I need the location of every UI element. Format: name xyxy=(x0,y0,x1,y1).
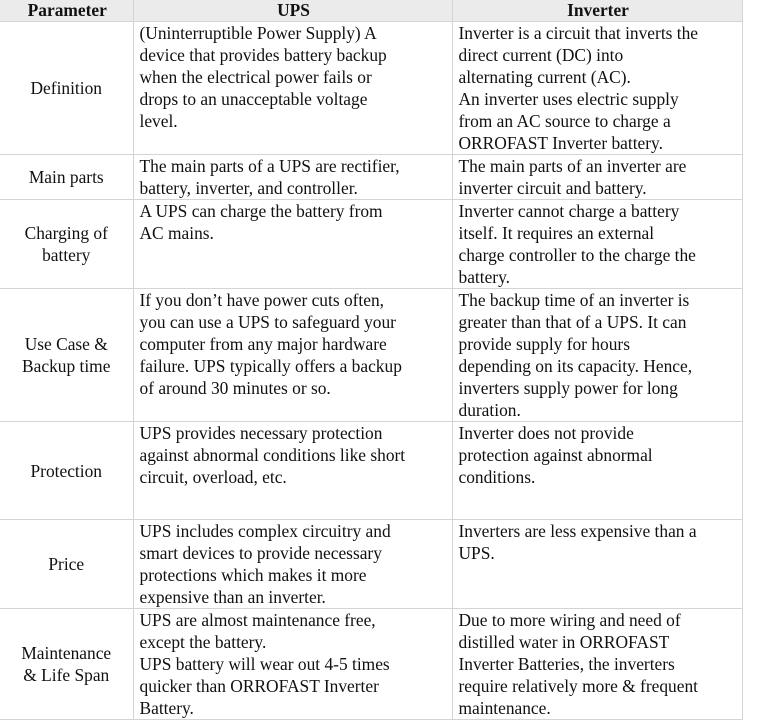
ups-cell-line: quicker than ORROFAST Inverter xyxy=(139,676,379,696)
ups-cell-line: The main parts of a UPS are rectifier, xyxy=(139,156,400,176)
ups-cell xyxy=(133,200,452,289)
ups-cell-line: computer from any major hardware xyxy=(139,334,387,354)
ups-cell-line: battery, inverter, and controller. xyxy=(139,178,358,198)
ups-cell-line: smart devices to provide necessary xyxy=(139,543,382,563)
inverter-cell-line: inverter circuit and battery. xyxy=(458,178,647,198)
ups-cell-line: device that provides battery backup xyxy=(139,45,387,65)
ups-cell xyxy=(133,22,452,155)
parameter-cell-line: Charging of xyxy=(24,223,108,243)
parameter-cell-line: Protection xyxy=(30,460,102,481)
parameter-cell xyxy=(0,200,133,289)
parameter-cell-line: Main parts xyxy=(28,167,104,187)
ups-cell-line: when the electrical power fails or xyxy=(139,67,372,87)
ups-cell xyxy=(133,520,452,609)
inverter-cell-line: Due to more wiring and need of xyxy=(458,610,681,630)
parameter-cell-line: Definition xyxy=(30,78,102,98)
inverter-cell xyxy=(452,200,742,289)
ups-cell-line: expensive than an inverter. xyxy=(139,587,326,607)
inverter-cell-line: itself. It requires an external xyxy=(458,223,655,243)
table-row xyxy=(0,289,742,422)
inverter-cell-line: Inverter does not provide xyxy=(458,423,634,443)
ups-cell-line: UPS are almost maintenance free, xyxy=(139,610,376,630)
parameter-cell-line: & Life Span xyxy=(23,665,110,685)
ups-cell xyxy=(133,289,452,422)
inverter-cell-line: direct current (DC) into xyxy=(458,45,624,65)
parameter-cell-line: Maintenance xyxy=(21,643,112,663)
header-parameter: Parameter xyxy=(0,0,133,22)
inverter-cell-line: charge controller to the charge the xyxy=(458,245,696,265)
ups-cell-line: UPS battery will wear out 4-5 times xyxy=(139,654,390,674)
header-row xyxy=(0,0,742,22)
inverter-cell-line: depending on its capacity. Hence, xyxy=(458,356,693,376)
ups-cell-line: (Uninterruptible Power Supply) A xyxy=(139,23,377,43)
inverter-cell-line: require relatively more & frequent xyxy=(458,676,698,696)
ups-cell-line: UPS includes complex circuitry and xyxy=(139,521,391,541)
inverter-cell-line: The main parts of an inverter are xyxy=(458,156,687,176)
table-row xyxy=(0,22,742,155)
inverter-cell-line: provide supply for hours xyxy=(458,334,630,354)
parameter-cell-line: Price xyxy=(48,554,85,574)
ups-cell xyxy=(133,422,452,520)
parameter-cell xyxy=(0,609,133,720)
inverter-cell-line: from an AC source to charge a xyxy=(458,111,671,131)
parameter-cell xyxy=(0,155,133,200)
parameter-cell xyxy=(0,289,133,422)
inverter-cell xyxy=(452,422,742,520)
inverter-cell-line: conditions. xyxy=(458,467,536,487)
inverter-cell-line: An inverter uses electric supply xyxy=(458,89,679,109)
ups-cell-line: UPS provides necessary protection xyxy=(139,423,383,443)
inverter-cell-line: UPS. xyxy=(458,543,495,563)
ups-cell-line: circuit, overload, etc. xyxy=(139,467,287,487)
ups-cell-line: level. xyxy=(139,111,178,131)
table-row xyxy=(0,422,742,520)
parameter-cell-line: Use Case & xyxy=(24,334,108,354)
inverter-cell-line: Inverter Batteries, the inverters xyxy=(458,654,675,674)
inverter-cell-line: Inverter cannot charge a battery xyxy=(458,201,680,221)
ups-cell-line: against abnormal conditions like short xyxy=(139,445,406,465)
header-ups: UPS xyxy=(133,0,452,22)
inverter-cell-line: protection against abnormal xyxy=(458,445,653,465)
ups-cell-line: you can use a UPS to safeguard your xyxy=(139,312,396,332)
inverter-cell-line: battery. xyxy=(458,267,511,287)
inverter-cell xyxy=(452,155,742,200)
ups-cell-line: protections which makes it more xyxy=(139,565,367,585)
ups-cell-line: If you don’t have power cuts often, xyxy=(139,290,385,310)
ups-cell-line: AC mains. xyxy=(139,223,214,243)
parameter-cell xyxy=(0,520,133,609)
parameter-cell-line: battery xyxy=(42,245,91,265)
parameter-cell xyxy=(0,422,133,520)
inverter-cell-line: Inverters are less expensive than a xyxy=(458,521,697,541)
table-row xyxy=(0,155,742,200)
inverter-cell-line: duration. xyxy=(458,400,521,420)
inverter-cell-line: inverters supply power for long xyxy=(458,378,678,398)
ups-cell-line: Battery. xyxy=(139,698,194,718)
inverter-cell-line: distilled water in ORROFAST xyxy=(458,632,670,652)
inverter-cell-line: The backup time of an inverter is xyxy=(458,290,690,310)
ups-cell xyxy=(133,609,452,720)
parameter-cell xyxy=(0,22,133,155)
table-row xyxy=(0,609,742,720)
inverter-cell-line: alternating current (AC). xyxy=(458,67,631,87)
ups-cell-line: A UPS can charge the battery from xyxy=(139,201,383,221)
ups-cell xyxy=(133,155,452,200)
inverter-cell-line: ORROFAST Inverter battery. xyxy=(458,133,663,153)
inverter-cell-line: maintenance. xyxy=(458,698,551,718)
ups-cell-line: of around 30 minutes or so. xyxy=(139,378,331,398)
header-inverter: Inverter xyxy=(452,0,742,22)
inverter-cell xyxy=(452,609,742,720)
ups-cell-line: except the battery. xyxy=(139,632,267,652)
inverter-cell-line: Inverter is a circuit that inverts the xyxy=(458,23,699,43)
table-row xyxy=(0,200,742,289)
inverter-cell xyxy=(452,22,742,155)
ups-cell-line: drops to an unacceptable voltage xyxy=(139,89,368,109)
inverter-cell xyxy=(452,520,742,609)
table-row xyxy=(0,520,742,609)
ups-cell-line: failure. UPS typically offers a backup xyxy=(139,356,402,376)
parameter-cell-line: Backup time xyxy=(22,356,111,376)
inverter-cell-line: greater than that of a UPS. It can xyxy=(458,312,687,332)
inverter-cell xyxy=(452,289,742,422)
